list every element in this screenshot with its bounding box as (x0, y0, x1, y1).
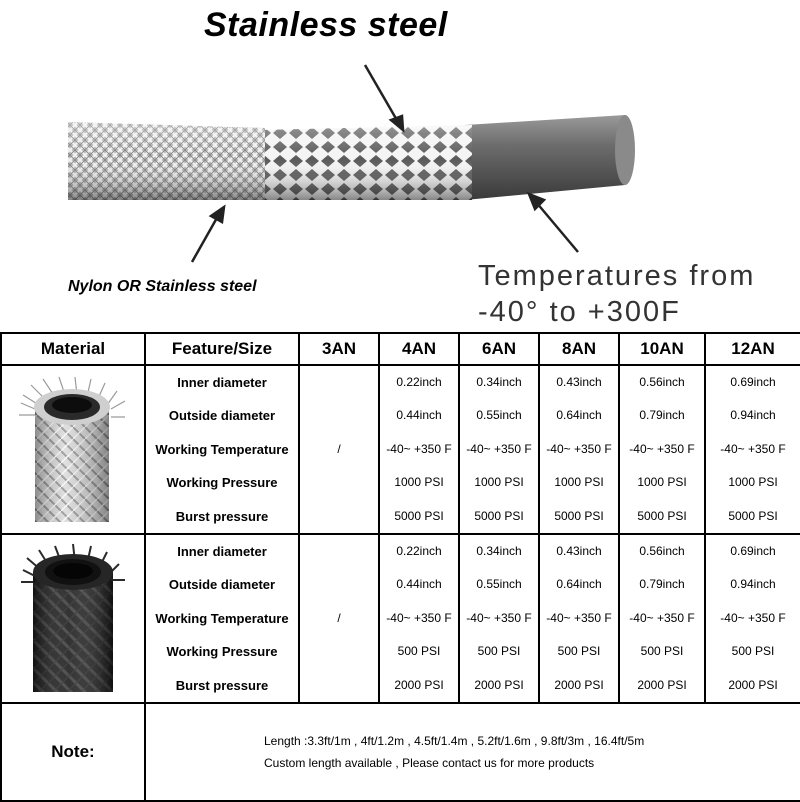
cell-value: -40~ +350 F (546, 610, 612, 625)
column-10an (619, 534, 705, 703)
cell-value: 0.56inch (639, 375, 685, 389)
cell-value: 0.55inch (476, 577, 522, 592)
cell-value: 0.34inch (476, 375, 522, 389)
cell-value: -40~ +350 F (720, 610, 786, 625)
cell-value: 0.64inch (556, 408, 602, 423)
temperature-line-2: -40° to +300F (478, 296, 681, 328)
cell-value: -40~ +350 F (466, 610, 532, 625)
header-3an: 3AN (299, 333, 379, 365)
inner-rubber-tube (465, 115, 635, 200)
column-6an (459, 365, 539, 534)
header-8an: 8AN (539, 333, 619, 365)
cell-value: 0.79inch (639, 577, 685, 592)
feature-working-temperature: Working Temperature (155, 610, 289, 626)
column-12an (705, 534, 800, 703)
features-nylon (145, 534, 299, 703)
feature-inner-diameter: Inner diameter (177, 543, 267, 559)
cell-value: 0.69inch (730, 543, 776, 558)
note-content (145, 703, 800, 801)
note-label: Note: (1, 703, 145, 801)
cell-value: 0.43inch (556, 375, 602, 389)
cell-value: -40~ +350 F (720, 441, 786, 456)
cell-value: 5000 PSI (394, 508, 444, 523)
cell-value: 1000 PSI (637, 475, 687, 490)
stainless-steel-title: Stainless steel (204, 6, 448, 44)
cell-value: 0.79inch (639, 408, 685, 423)
cell-value: 0.43inch (556, 543, 602, 558)
cell-value: 2000 PSI (474, 677, 524, 692)
cell-value: 1000 PSI (394, 475, 444, 490)
cell-value: 500 PSI (557, 644, 601, 659)
column-4an (379, 365, 459, 534)
column-12an (705, 365, 800, 534)
note-length-line: Length :3.3ft/1m , 4ft/1.2m , 4.5ft/1.4m , 5.2ft/1.6m , 9.8ft/3m , 16.4ft/5m (264, 733, 645, 748)
outer-layer-label: Nylon OR Stainless steel (68, 278, 257, 295)
inner-braid-layer (262, 125, 472, 200)
stainless-braided-hose-icon (13, 367, 133, 527)
cell-value: -40~ +350 F (629, 441, 695, 456)
cell-value: -40~ +350 F (386, 441, 452, 456)
temperature-range-label (478, 258, 755, 330)
cell-value: 5000 PSI (637, 508, 687, 523)
cell-value: 0.22inch (396, 543, 442, 558)
header-10an: 10AN (619, 333, 705, 365)
cell-value: 500 PSI (397, 644, 441, 659)
hose-spec-table (0, 332, 800, 802)
cell-value: -40~ +350 F (546, 441, 612, 456)
header-4an: 4AN (379, 333, 459, 365)
feature-outside-diameter: Outside diameter (168, 577, 276, 593)
features-stainless (145, 365, 299, 534)
arrow-to-outer-layer (192, 207, 224, 262)
header-6an: 6AN (459, 333, 539, 365)
cell-value: 1000 PSI (474, 475, 524, 490)
cell-value: 2000 PSI (728, 677, 778, 692)
feature-working-pressure: Working Pressure (166, 644, 278, 660)
cell-value: 1000 PSI (728, 475, 778, 490)
column-10an (619, 365, 705, 534)
cell-value: 0.44inch (396, 408, 442, 423)
feature-working-pressure: Working Pressure (166, 475, 278, 491)
cell-value: 0.44inch (396, 577, 442, 592)
nylon-braided-hose-icon (13, 536, 133, 696)
cell-value: -40~ +350 F (629, 610, 695, 625)
feature-outside-diameter: Outside diameter (168, 408, 276, 424)
cell-3an-na: / (299, 365, 379, 534)
cell-value: 5000 PSI (474, 508, 524, 523)
cell-value: 0.94inch (730, 577, 776, 592)
cell-value: 500 PSI (477, 644, 521, 659)
cell-value: 0.22inch (396, 375, 442, 389)
feature-working-temperature: Working Temperature (155, 441, 289, 457)
note-custom-line: Custom length available , Please contact us for more products (264, 755, 595, 770)
note-row (1, 703, 800, 801)
cell-value: 2000 PSI (554, 677, 604, 692)
temperature-line-1: Temperatures from (478, 260, 756, 292)
header-material: Material (1, 333, 145, 365)
table-header-row (1, 333, 800, 365)
outer-braid-layer (68, 122, 265, 200)
feature-burst-pressure: Burst pressure (175, 677, 269, 693)
feature-burst-pressure: Burst pressure (175, 508, 269, 524)
cell-3an-na: / (299, 534, 379, 703)
cell-value: 500 PSI (731, 644, 775, 659)
column-4an (379, 534, 459, 703)
cell-value: 5000 PSI (728, 508, 778, 523)
material-nylon (1, 534, 145, 703)
cell-value: 2000 PSI (637, 677, 687, 692)
cell-value: -40~ +350 F (386, 610, 452, 625)
cell-value: 5000 PSI (554, 508, 604, 523)
column-6an (459, 534, 539, 703)
cell-value: 2000 PSI (394, 677, 444, 692)
cell-value: 500 PSI (640, 644, 684, 659)
cell-value: 0.69inch (730, 375, 776, 389)
feature-inner-diameter: Inner diameter (177, 375, 267, 390)
header-feature-size: Feature/Size (145, 333, 299, 365)
cell-value: -40~ +350 F (466, 441, 532, 456)
cell-value: 0.56inch (639, 543, 685, 558)
arrow-to-stainless-layer (365, 65, 403, 130)
material-stainless (1, 365, 145, 534)
column-8an (539, 534, 619, 703)
cell-value: 1000 PSI (554, 475, 604, 490)
arrow-to-rubber-tube (529, 194, 578, 252)
cell-value: 0.34inch (476, 543, 522, 558)
column-8an (539, 365, 619, 534)
table-row-stainless (1, 365, 800, 534)
cell-value: 0.55inch (476, 408, 522, 423)
header-12an: 12AN (705, 333, 800, 365)
cell-value: 0.94inch (730, 408, 776, 423)
cell-value: 0.64inch (556, 577, 602, 592)
hose-illustration (0, 0, 800, 332)
table-row-nylon (1, 534, 800, 703)
